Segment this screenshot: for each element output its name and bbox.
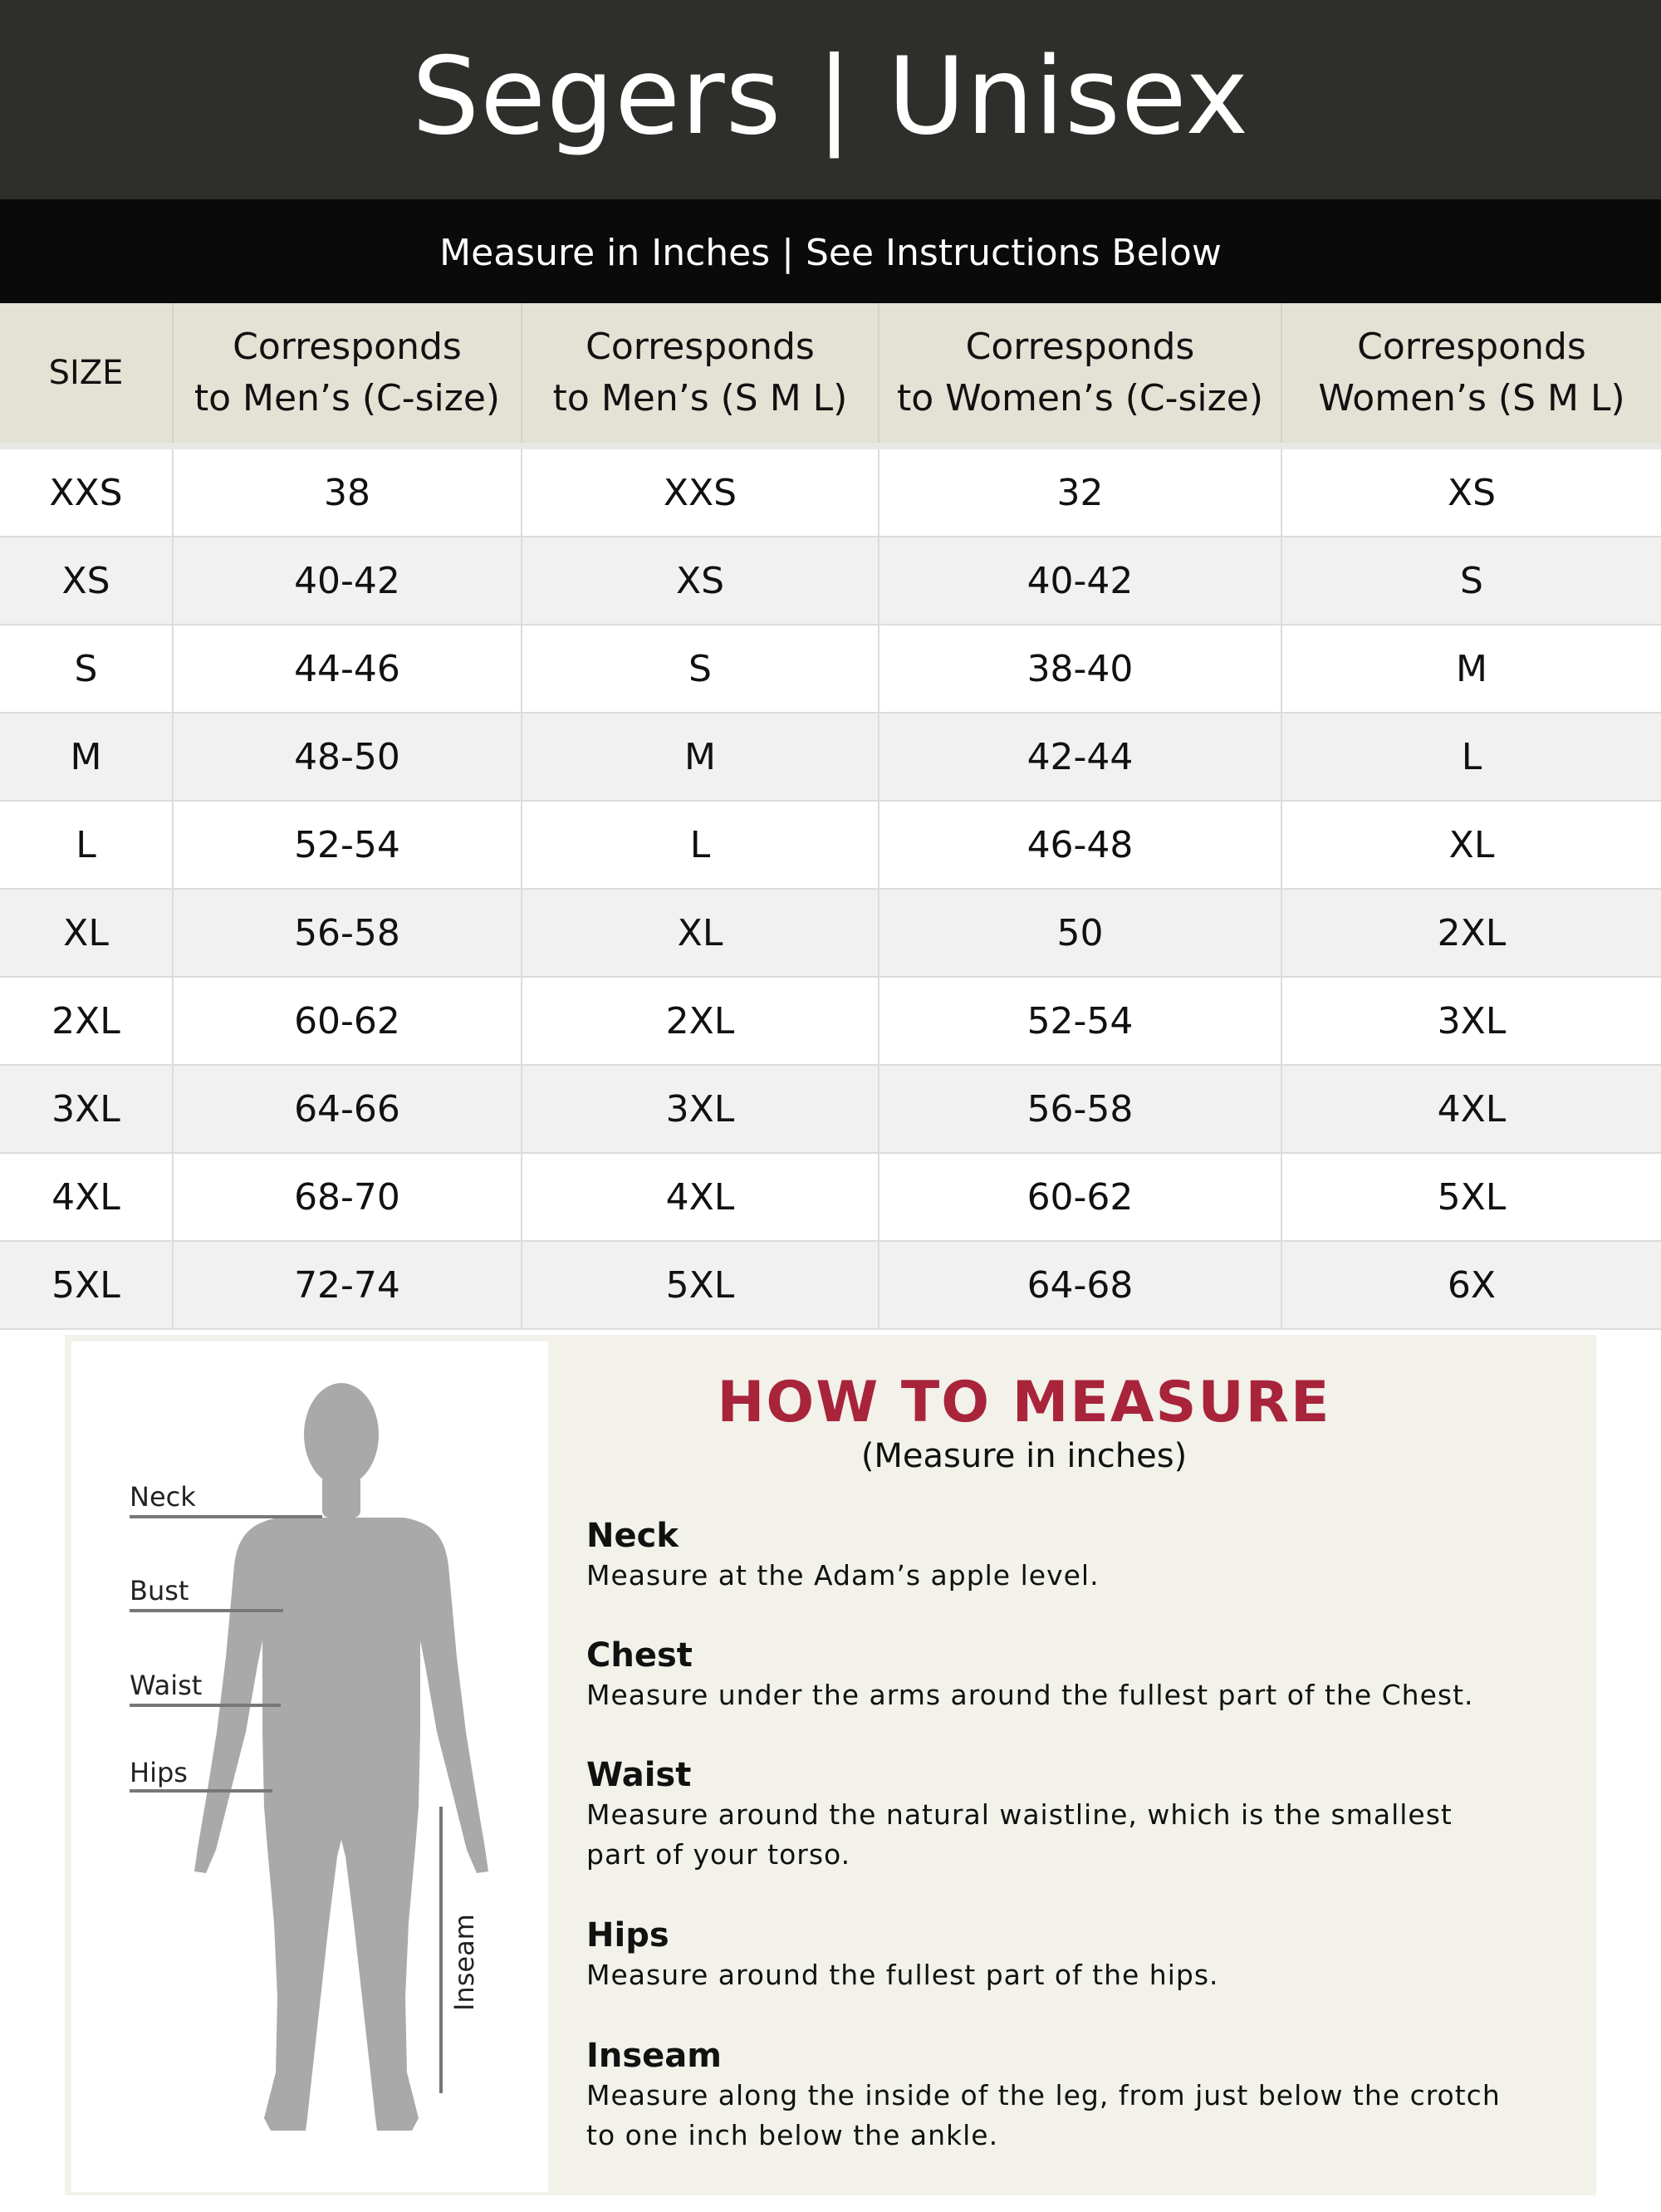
table-row: [0, 446, 1661, 537]
instruction-text: to one inch below the ankle.: [586, 2119, 999, 2151]
how-to-measure-panel: [65, 1335, 1596, 2195]
cell-mens-c-size: 44-46: [173, 625, 522, 713]
instruction-text: Measure around the fullest part of the hips.: [586, 1959, 1219, 1991]
column-header-mens-c-size: Corresponds to Men’s (C-size): [173, 303, 522, 446]
column-header-mens-sml: Corresponds to Men’s (S M L): [522, 303, 879, 446]
size-chart-table: [0, 303, 1661, 1330]
hips-label: Hips: [130, 1757, 188, 1788]
cell-womens-c-size: 52-54: [879, 977, 1281, 1065]
column-header-size: SIZE: [0, 303, 173, 446]
cell-mens-c-size: 52-54: [173, 801, 522, 889]
cell-mens-sml: S: [522, 625, 879, 713]
table-row: [0, 1153, 1661, 1241]
instruction-heading: Chest: [586, 1636, 693, 1675]
instruction-text: part of your torso.: [586, 1838, 851, 1871]
column-header-womens-sml: Corresponds Women’s (S M L): [1281, 303, 1661, 446]
cell-womens-sml: 5XL: [1281, 1153, 1661, 1241]
instruction-inseam: [586, 2036, 1533, 2156]
cell-womens-c-size: 38-40: [879, 625, 1281, 713]
cell-mens-sml: 5XL: [522, 1241, 879, 1329]
cell-womens-c-size: 40-42: [879, 537, 1281, 625]
instruction-text: Measure around the natural waistline, which is the smallest: [586, 1798, 1453, 1831]
table-row: [0, 889, 1661, 977]
cell-mens-c-size: 72-74: [173, 1241, 522, 1329]
waist-label: Waist: [130, 1670, 203, 1701]
cell-mens-sml: XXS: [522, 446, 879, 537]
cell-mens-c-size: 48-50: [173, 713, 522, 801]
bust-label: Bust: [130, 1575, 189, 1606]
cell-size: XL: [0, 889, 173, 977]
cell-womens-sml: L: [1281, 713, 1661, 801]
instruction-text: Measure at the Adam’s apple level.: [586, 1559, 1100, 1592]
table-body: [0, 446, 1661, 1329]
cell-size: XXS: [0, 446, 173, 537]
cell-womens-sml: XL: [1281, 801, 1661, 889]
cell-womens-sml: XS: [1281, 446, 1661, 537]
cell-mens-c-size: 38: [173, 446, 522, 537]
cell-mens-c-size: 60-62: [173, 977, 522, 1065]
instruction-waist: [586, 1755, 1533, 1875]
cell-womens-c-size: 32: [879, 446, 1281, 537]
page-title: Segers | Unisex: [411, 34, 1250, 159]
cell-mens-sml: L: [522, 801, 879, 889]
how-to-measure-subtitle: (Measure in inches): [860, 1437, 1188, 1475]
cell-womens-c-size: 50: [879, 889, 1281, 977]
cell-size: 4XL: [0, 1153, 173, 1241]
cell-womens-sml: 2XL: [1281, 889, 1661, 977]
cell-mens-c-size: 64-66: [173, 1065, 522, 1153]
cell-size: 2XL: [0, 977, 173, 1065]
how-to-measure-title: HOW TO MEASURE: [717, 1370, 1331, 1435]
subtitle-bar: [0, 199, 1661, 303]
page-header: [0, 0, 1661, 199]
instruction-neck: [586, 1516, 1533, 1596]
cell-womens-c-size: 46-48: [879, 801, 1281, 889]
cell-size: XS: [0, 537, 173, 625]
cell-womens-sml: 4XL: [1281, 1065, 1661, 1153]
cell-mens-c-size: 40-42: [173, 537, 522, 625]
cell-mens-c-size: 68-70: [173, 1153, 522, 1241]
cell-size: 5XL: [0, 1241, 173, 1329]
subtitle-text: Measure in Inches | See Instructions Below: [439, 232, 1222, 274]
instruction-hips: [586, 1915, 1533, 1995]
neck-label: Neck: [130, 1481, 196, 1513]
cell-mens-c-size: 56-58: [173, 889, 522, 977]
table-row: [0, 537, 1661, 625]
instruction-heading: Inseam: [586, 2037, 722, 2075]
cell-womens-c-size: 64-68: [879, 1241, 1281, 1329]
cell-size: M: [0, 713, 173, 801]
instruction-heading: Neck: [586, 1517, 679, 1555]
cell-womens-c-size: 56-58: [879, 1065, 1281, 1153]
column-header-womens-c-size: Corresponds to Women’s (C-size): [879, 303, 1281, 446]
cell-mens-sml: 3XL: [522, 1065, 879, 1153]
instruction-chest: [586, 1636, 1533, 1715]
cell-size: 3XL: [0, 1065, 173, 1153]
cell-womens-c-size: 42-44: [879, 713, 1281, 801]
table-row: [0, 977, 1661, 1065]
body-figure-box: [71, 1341, 548, 2192]
cell-size: S: [0, 625, 173, 713]
table-row: [0, 1065, 1661, 1153]
cell-womens-sml: 3XL: [1281, 977, 1661, 1065]
cell-mens-sml: M: [522, 713, 879, 801]
cell-womens-c-size: 60-62: [879, 1153, 1281, 1241]
table-row: [0, 625, 1661, 713]
cell-size: L: [0, 801, 173, 889]
instruction-text: Measure under the arms around the fullest part of the Chest.: [586, 1679, 1474, 1711]
table-row: [0, 1241, 1661, 1329]
inseam-label: Inseam: [448, 1914, 480, 2011]
cell-mens-sml: XS: [522, 537, 879, 625]
table-row: [0, 801, 1661, 889]
instruction-text: Measure along the inside of the leg, from just below the crotch: [586, 2079, 1501, 2111]
table-header-row: [0, 303, 1661, 446]
instruction-heading: Hips: [586, 1916, 669, 1955]
cell-womens-sml: S: [1281, 537, 1661, 625]
table-row: [0, 713, 1661, 801]
instruction-heading: Waist: [586, 1756, 692, 1794]
cell-mens-sml: XL: [522, 889, 879, 977]
cell-womens-sml: M: [1281, 625, 1661, 713]
cell-mens-sml: 2XL: [522, 977, 879, 1065]
cell-womens-sml: 6X: [1281, 1241, 1661, 1329]
cell-mens-sml: 4XL: [522, 1153, 879, 1241]
